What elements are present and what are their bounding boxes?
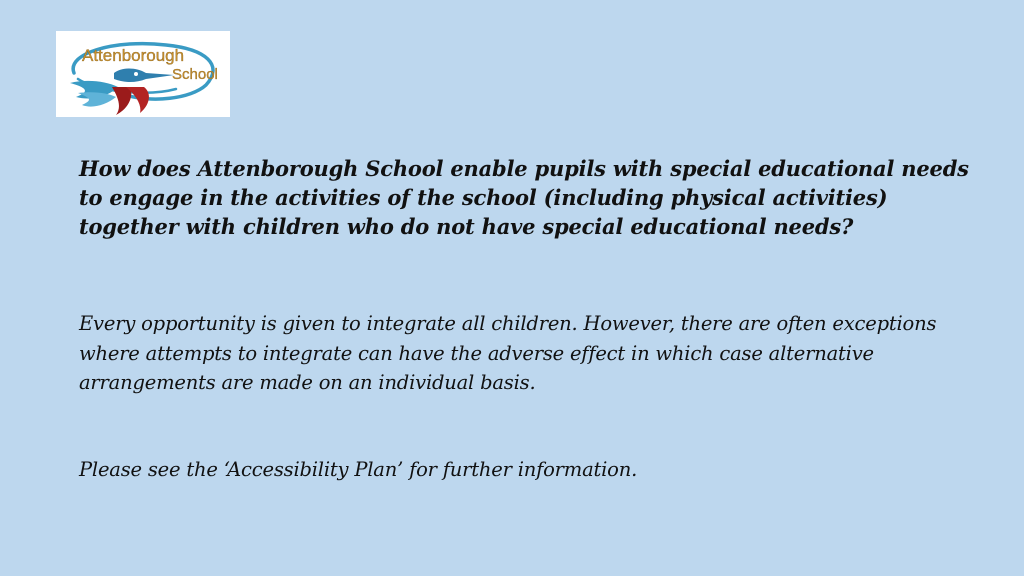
- question-heading: How does Attenborough School enable pupils with special educational needs to engage in the activities of the school (including physical activities) together with children who do not have special educational needs?: [79, 156, 969, 239]
- answer-paragraph: Every opportunity is given to integrate all children. However, there are often exceptions where attempts to integrate can have the adverse effect in which case alternative arrangements are made on an individual basis.: [79, 312, 937, 394]
- logo-line1: Attenborough: [82, 46, 185, 65]
- school-logo: [56, 31, 230, 117]
- kingfisher-logo-icon: [56, 31, 230, 117]
- logo-line2: School: [172, 66, 218, 83]
- accessibility-plan-note: Please see the ‘Accessibility Plan’ for further information.: [79, 458, 638, 481]
